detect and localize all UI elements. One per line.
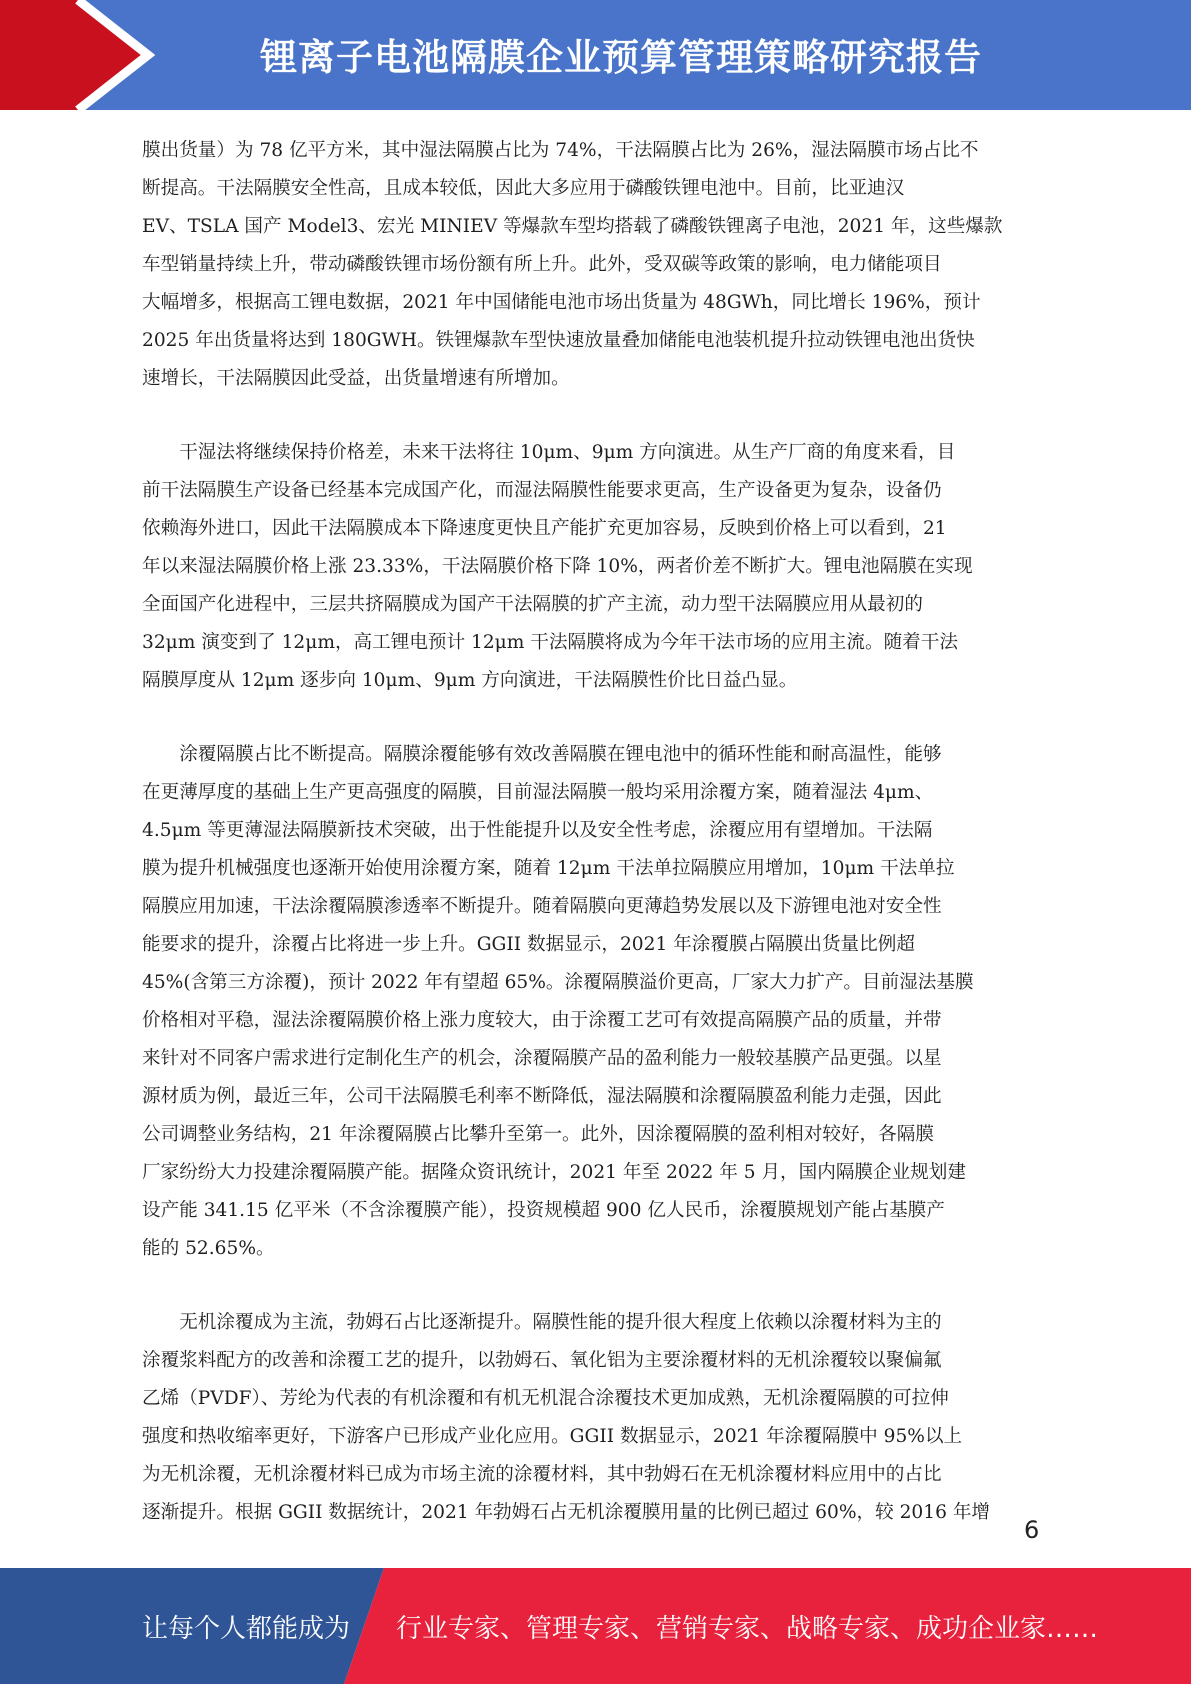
document-body [142, 132, 1046, 1568]
page-number: 6 [1024, 1516, 1040, 1544]
footer-slogan-right: 行业专家、管理专家、营销专家、战略专家、成功企业家…… [396, 1614, 1099, 1644]
footer-slogan-left: 让每个人都能成为 [142, 1614, 351, 1644]
report-title: 锂离子电池隔膜企业预算管理策略研究报告 [260, 36, 982, 79]
paragraph-3: 涂覆隔膜占比不断提高。隔膜涂覆能够有效改善隔膜在锂电池中的循环性能和耐高温性，能够 在更薄厚度的基础上生产更高强度的隔膜，目前湿法隔膜一般均采用涂覆方案，随着湿法 4μm、 4.5μm 等更薄湿法隔膜新技术突破，出于性能提升以及安全性考虑，涂覆应用有望增加。干法隔 膜为提升机械强度也逐渐开始使用涂覆方案，随着 12μm 干法单拉隔膜应用增加，10μm 干法单拉 隔膜应用加速，干法涂覆隔膜渗透率不断提升。随着隔膜向更薄趋势发展以及下游锂电池对安全性 能要求的提升，涂覆占比将进一步上升。GGII 数据显示，2021 年涂覆膜占隔膜出货量比例超 45%(含第三方涂覆)，预计 2022 年有望超 65%。涂覆隔膜溢价更高，厂家大力扩产。目前湿法基膜 价格相对平稳，湿法涂覆隔膜价格上涨力度较大，由于涂覆工艺可有效提高隔膜产品的质量，并带 来针对不同客户需求进行定制化生产的机会，涂覆隔膜产品的盈利能力一般较基膜产品更强。以星 源材质为例，最近三年，公司干法隔膜毛利率不断降低，湿法隔膜和涂覆隔膜盈利能力走强，因此 公司调整业务结构，21 年涂覆隔膜占比攀升至第一。此外，因涂覆隔膜的盈利相对较好，各隔膜 厂家纷纷大力投建涂覆隔膜产能。据隆众资讯统计，2021 年至 2022 年 5 月，国内隔膜企业规划建 设产能 341.15 亿平米（不含涂覆膜产能），投资规模超 900 亿人民币，涂覆膜规划产能占基膜产 能的 52.65%。 [142, 744, 974, 1259]
page-footer [0, 1568, 1191, 1684]
paragraph-1: 膜出货量）为 78 亿平方米，其中湿法隔膜占比为 74%，干法隔膜占比为 26%，湿法隔膜市场占比不 断提高。干法隔膜安全性高，且成本较低，因此大多应用于磷酸铁锂电池中。目前，比亚迪汉 EV、TSLA 国产 Model3、宏光 MINIEV 等爆款车型均搭载了磷酸铁锂离子电池，2021 年，这些爆款 车型销量持续上升，带动磷酸铁锂市场份额有所上升。此外，受双碳等政策的影响，电力储能项目 大幅增多，根据高工锂电数据，2021 年中国储能电池市场出货量为 48GWh，同比增长 196%，预计 2025 年出货量将达到 180GWH。铁锂爆款车型快速放量叠加储能电池装机提升拉动铁锂电池出货快 速增长，干法隔膜因此受益，出货量增速有所增加。 [142, 140, 1003, 389]
paragraph-4: 无机涂覆成为主流，勃姆石占比逐渐提升。隔膜性能的提升很大程度上依赖以涂覆材料为主的 涂覆浆料配方的改善和涂覆工艺的提升，以勃姆石、氧化铝为主要涂覆材料的无机涂覆较以聚偏氟 乙烯（PVDF）、芳纶为代表的有机涂覆和有机无机混合涂覆技术更加成熟，无机涂覆隔膜的可拉伸 强度和热收缩率更好，下游客户已形成产业化应用。GGII 数据显示，2021 年涂覆隔膜中 95%以上 为无机涂覆，无机涂覆材料已成为市场主流的涂覆材料，其中勃姆石在无机涂覆材料应用中的占比 逐渐提升。根据 GGII 数据统计，2021 年勃姆石占无机涂覆膜用量的比例已超过 60%，较 2016 年增 [142, 1312, 991, 1523]
page-header [0, 0, 1191, 110]
paragraph-2: 干湿法将继续保持价格差，未来干法将往 10μm、9μm 方向演进。从生产厂商的角度来看，目 前干法隔膜生产设备已经基本完成国产化，而湿法隔膜性能要求更高，生产设备更为复杂，设备仍 依赖海外进口，因此干法隔膜成本下降速度更快且产能扩充更加容易，反映到价格上可以看到，21 年以来湿法隔膜价格上涨 23.33%，干法隔膜价格下降 10%，两者价差不断扩大。锂电池隔膜在实现 全面国产化进程中，三层共挤隔膜成为国产干法隔膜的扩产主流，动力型干法隔膜应用从最初的 32μm 演变到了 12μm，高工锂电预计 12μm 干法隔膜将成为今年干法市场的应用主流。随着干法 隔膜厚度从 12μm 逐步向 10μm、9μm 方向演进，干法隔膜性价比日益凸显。 [142, 442, 973, 691]
